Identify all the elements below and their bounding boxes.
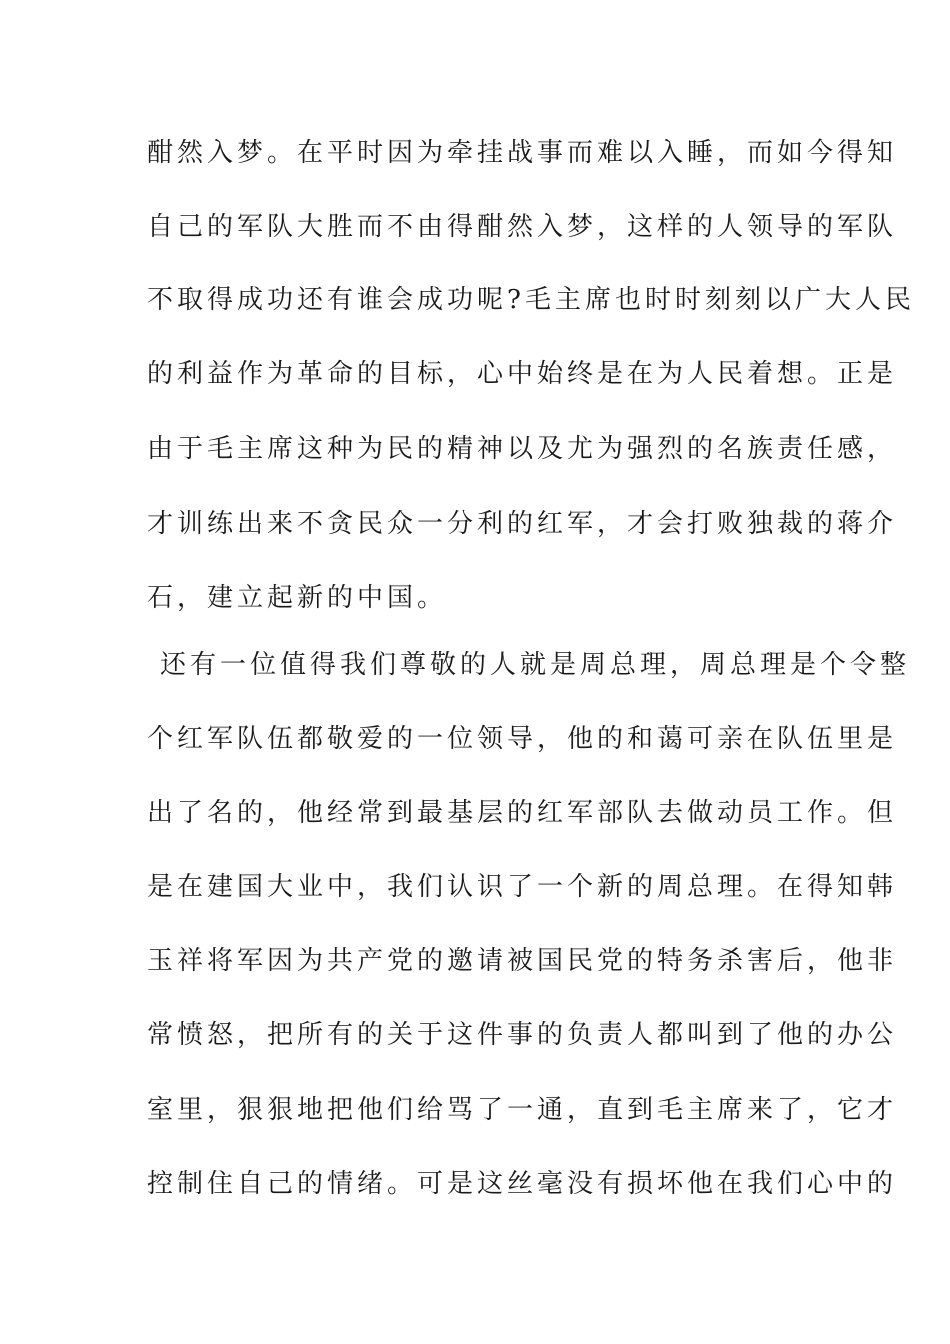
paragraph-first-line: 还有一位值得我们尊敬的人就是周总理，周总理是个令整: [160, 650, 911, 680]
text-line: 个红军队伍都敬爱的一位领导，他的和蔼可亲在队伍里是: [147, 724, 898, 754]
text-line: 不取得成功还有谁会成功呢?毛主席也时时刻刻以广大人民: [147, 285, 915, 315]
text-line: 由于毛主席这种为民的精神以及尤为强烈的名族责任感，: [147, 434, 898, 464]
text-line: 的利益作为革命的目标，心中始终是在为人民着想。正是: [147, 359, 898, 389]
text-line: 玉祥将军因为共产党的邀请被国民党的特务杀害后，他非: [147, 946, 898, 976]
text-line: 常愤怒，把所有的关于这件事的负责人都叫到了他的办公: [147, 1020, 898, 1050]
text-line: 石，建立起新的中国。: [147, 583, 448, 613]
text-line: 控制住自己的情绪。可是这丝毫没有损坏他在我们心中的: [147, 1169, 898, 1199]
text-line: 才训练出来不贪民众一分利的红军，才会打败独裁的蒋介: [147, 509, 898, 539]
text-line: 自己的军队大胜而不由得酣然入梦，这样的人领导的军队: [147, 212, 898, 242]
text-line: 室里，狠狠地把他们给骂了一通，直到毛主席来了，它才: [147, 1095, 898, 1125]
text-line: 酣然入梦。在平时因为牵挂战事而难以入睡，而如今得知: [147, 138, 898, 168]
text-line: 出了名的，他经常到最基层的红军部队去做动员工作。但: [147, 798, 898, 828]
text-line: 是在建国大业中，我们认识了一个新的周总理。在得知韩: [147, 872, 898, 902]
